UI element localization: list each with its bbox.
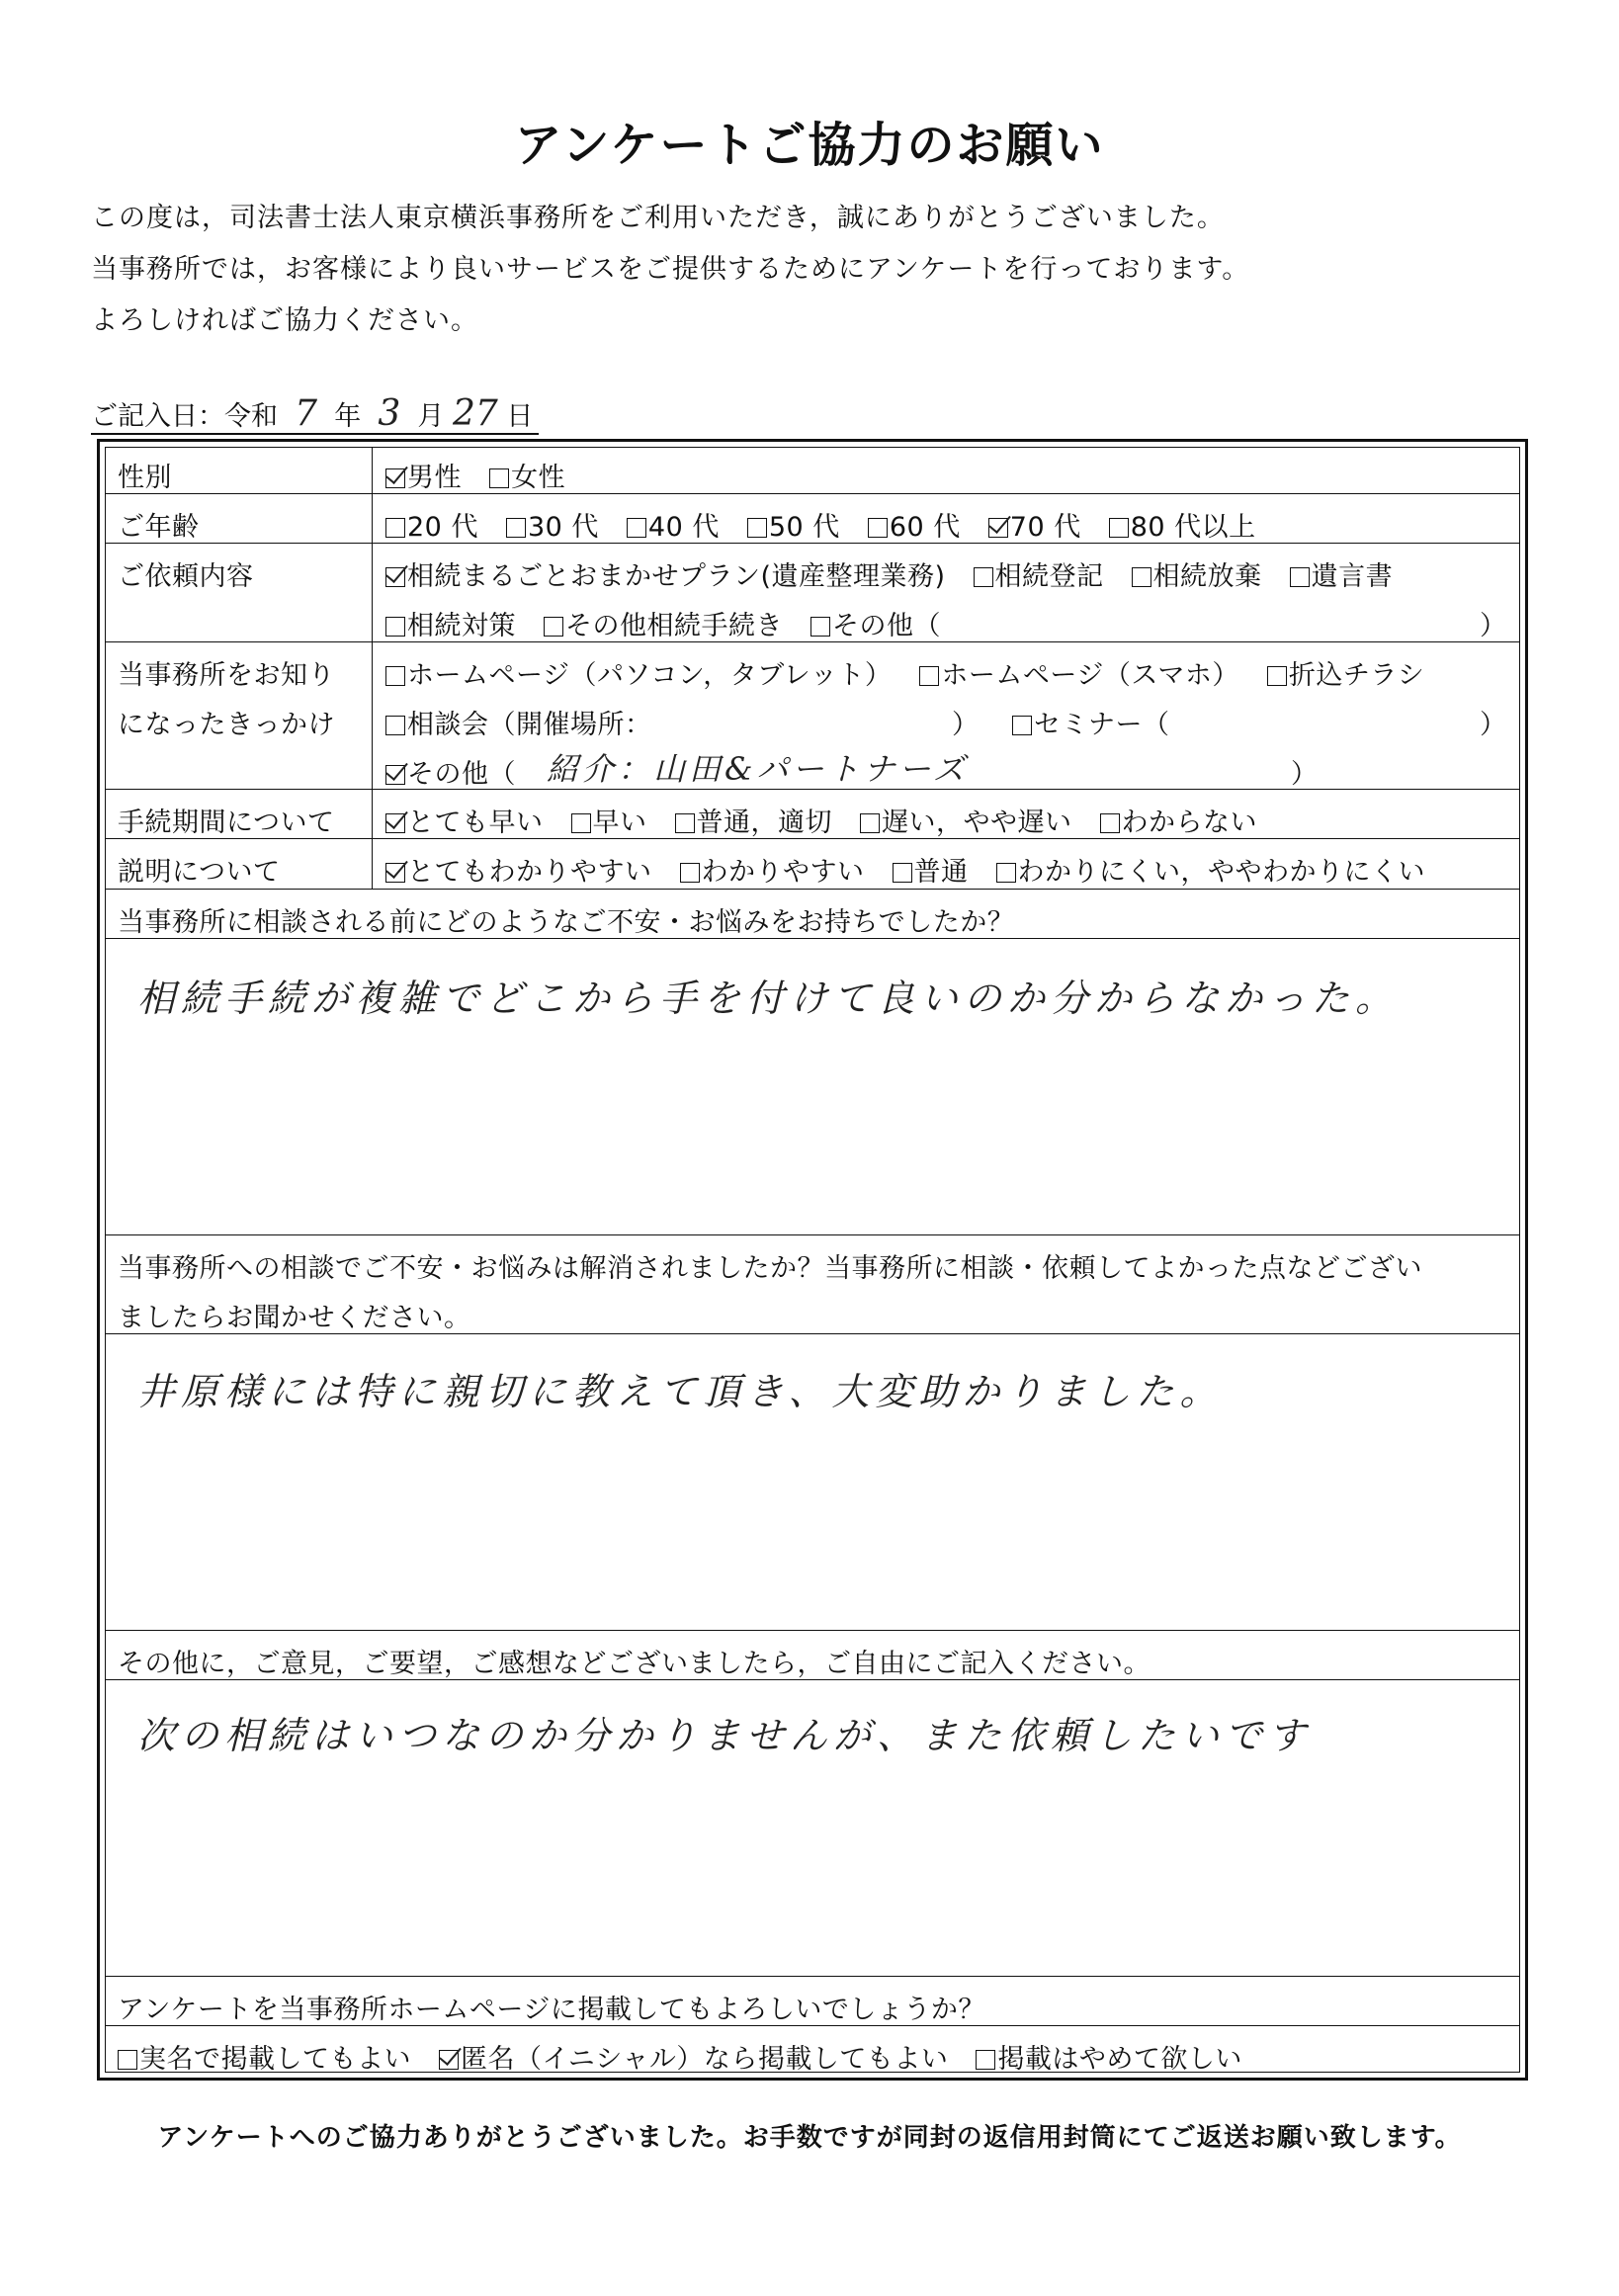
date-month[interactable]: 3 xyxy=(378,393,401,434)
period-options xyxy=(385,801,1285,839)
period-option-slow[interactable]: 遅い，やや遅い xyxy=(860,808,1072,838)
q3-question: その他に，ご意見，ご要望，ご感想などございましたら，ご自由にご記入ください。 xyxy=(118,1649,1150,1679)
checkbox-icon[interactable] xyxy=(675,813,695,833)
source-other-handwritten[interactable]: 紹介：山田&パートナーズ xyxy=(547,750,969,788)
checkbox-checked-icon[interactable] xyxy=(385,567,405,587)
checkbox-icon[interactable] xyxy=(747,518,767,538)
source-option-seminar[interactable]: セミナー（ xyxy=(1012,703,1170,741)
source-option-homepage-mobile[interactable]: ホームページ（スマホ） xyxy=(919,660,1238,691)
checkbox-icon[interactable] xyxy=(1012,716,1032,735)
checkbox-icon[interactable] xyxy=(571,813,591,833)
period-option-very-fast[interactable]: とても早い xyxy=(385,808,544,838)
entry-date xyxy=(91,393,539,435)
q2-question-line-2: ましたらお聞かせください。 xyxy=(118,1303,471,1333)
source-options-row-1 xyxy=(385,653,1452,692)
source-option-flyer[interactable]: 折込チラシ xyxy=(1267,660,1425,691)
checkbox-icon[interactable] xyxy=(385,518,405,538)
request-options-row-2 xyxy=(385,604,969,642)
explanation-label: 説明について xyxy=(118,857,281,888)
checkbox-icon[interactable] xyxy=(680,863,700,883)
q3-answer[interactable]: 次の相続はいつなのか分かりませんが、また依頼したいです xyxy=(137,1714,1313,1757)
publish-option-real-name[interactable]: 実名で掲載してもよい xyxy=(118,2044,411,2075)
age-label: ご年齢 xyxy=(118,512,200,543)
gender-option-male[interactable]: 男性 xyxy=(385,463,462,493)
source-option-other[interactable]: その他（ xyxy=(385,752,516,791)
age-option-40s[interactable]: 40 代 xyxy=(627,512,720,543)
age-option-30s[interactable]: 30 代 xyxy=(506,512,599,543)
source-label-2: になったきっかけ xyxy=(118,710,335,740)
intro-line-3: よろしければご協力ください。 xyxy=(91,305,478,336)
checkbox-icon[interactable] xyxy=(810,617,830,637)
intro-line-2: 当事務所では，お客様により良いサービスをご提供するためにアンケートを行っております。 xyxy=(91,254,1250,285)
row-divider xyxy=(106,493,1519,494)
gender-options xyxy=(385,456,593,494)
checkbox-icon[interactable] xyxy=(489,468,509,488)
q2-question-line-1: 当事務所への相談でご不安・お悩みは解消されましたか？当事務所に相談・依頼してよかった点などござい xyxy=(118,1253,1422,1284)
explanation-option-clear[interactable]: わかりやすい xyxy=(680,857,865,888)
explanation-options xyxy=(385,850,1453,889)
period-option-normal[interactable]: 普通，適切 xyxy=(675,808,833,838)
period-option-fast[interactable]: 早い xyxy=(571,808,647,838)
checkbox-checked-icon[interactable] xyxy=(439,2050,459,2070)
explanation-option-unclear[interactable]: わかりにくい，ややわかりにくい xyxy=(996,857,1426,888)
row-divider xyxy=(106,889,1519,890)
age-options xyxy=(385,505,1284,544)
checkbox-icon[interactable] xyxy=(893,863,912,883)
age-option-80s-plus[interactable]: 80 代以上 xyxy=(1109,512,1256,543)
source-other-close: ） xyxy=(1291,759,1319,790)
request-option-renunciation[interactable]: 相続放棄 xyxy=(1132,561,1262,592)
publish-option-no[interactable]: 掲載はやめて欲しい xyxy=(976,2044,1242,2075)
period-label: 手続期間について xyxy=(118,808,335,838)
age-option-70s[interactable]: 70 代 xyxy=(988,512,1081,543)
page-title: アンケートご協力のお願い xyxy=(514,118,1105,173)
publish-question: アンケートを当事務所ホームページに掲載してもよろしいでしょうか？ xyxy=(118,1995,985,2025)
gender-option-female[interactable]: 女性 xyxy=(489,463,565,493)
survey-form-inner xyxy=(105,447,1520,2073)
checkbox-checked-icon[interactable] xyxy=(385,813,405,833)
date-day[interactable]: 27 xyxy=(452,393,498,434)
footer-message: アンケートへのご協力ありがとうございました。お手数ですが同封の返信用封筒にてご返送お願い致します。 xyxy=(157,2123,1462,2153)
date-year[interactable]: 7 xyxy=(295,393,318,434)
label-column-divider xyxy=(372,448,373,889)
date-day-unit: 日 xyxy=(506,401,534,432)
checkbox-icon[interactable] xyxy=(974,567,993,587)
age-option-20s[interactable]: 20 代 xyxy=(385,512,478,543)
date-month-unit: 月 xyxy=(417,401,445,432)
row-divider xyxy=(106,1976,1519,1977)
intro-line-1: この度は，司法書士法人東京横浜事務所をご利用いただき，誠にありがとうございました。 xyxy=(91,203,1225,233)
checkbox-icon[interactable] xyxy=(385,716,405,735)
row-divider xyxy=(106,1234,1519,1235)
checkbox-checked-icon[interactable] xyxy=(385,765,405,785)
age-option-50s[interactable]: 50 代 xyxy=(747,512,840,543)
checkbox-icon[interactable] xyxy=(118,2050,137,2070)
publish-option-anonymous[interactable]: 匿名（イニシャル）なら掲載してもよい xyxy=(439,2044,948,2075)
request-option-full-plan[interactable]: 相続まるごとおまかせプラン(遺産整理業務) xyxy=(385,561,946,592)
checkbox-icon[interactable] xyxy=(976,2050,995,2070)
checkbox-icon[interactable] xyxy=(544,617,563,637)
checkbox-icon[interactable] xyxy=(385,617,405,637)
checkbox-checked-icon[interactable] xyxy=(385,468,405,488)
source-option-consultation[interactable]: 相談会（開催場所： xyxy=(385,703,652,741)
request-option-will[interactable]: 遺言書 xyxy=(1290,561,1394,592)
checkbox-icon[interactable] xyxy=(1290,567,1310,587)
request-label: ご依頼内容 xyxy=(118,561,254,592)
age-option-60s[interactable]: 60 代 xyxy=(868,512,961,543)
checkbox-icon[interactable] xyxy=(627,518,646,538)
checkbox-icon[interactable] xyxy=(1267,666,1287,686)
date-year-unit: 年 xyxy=(334,401,362,432)
explanation-option-normal[interactable]: 普通 xyxy=(893,857,969,888)
request-option-planning[interactable]: 相続対策 xyxy=(385,611,516,641)
request-options-row-1 xyxy=(385,554,1420,593)
checkbox-checked-icon[interactable] xyxy=(385,863,405,883)
request-option-other-procedures[interactable]: その他相続手続き xyxy=(544,611,783,641)
q1-answer[interactable]: 相続手続が複雑でどこから手を付けて良いのか分からなかった。 xyxy=(137,977,1400,1020)
survey-form xyxy=(97,439,1528,2081)
source-option-homepage-pc[interactable]: ホームページ（パソコン，タブレット） xyxy=(385,660,892,691)
date-prefix: ご記入日：令和 xyxy=(91,401,278,432)
period-option-unknown[interactable]: わからない xyxy=(1100,808,1258,838)
source-label-1: 当事務所をお知り xyxy=(118,660,335,691)
gender-label: 性別 xyxy=(118,463,172,493)
checkbox-icon[interactable] xyxy=(385,666,405,686)
row-divider xyxy=(106,1630,1519,1631)
q1-question: 当事務所に相談される前にどのようなご不安・お悩みをお持ちでしたか？ xyxy=(118,907,1015,938)
checkbox-icon[interactable] xyxy=(996,863,1016,883)
source-consultation-close: ） xyxy=(952,710,980,740)
request-option-other[interactable]: その他（ xyxy=(810,611,941,641)
checkbox-icon[interactable] xyxy=(1100,813,1120,833)
checkbox-icon[interactable] xyxy=(506,518,526,538)
request-other-close: ） xyxy=(1480,611,1507,641)
checkbox-icon[interactable] xyxy=(860,813,880,833)
checkbox-icon[interactable] xyxy=(1109,518,1129,538)
q2-answer[interactable]: 井原様には特に親切に教えて頂き、大変助かりました。 xyxy=(137,1370,1224,1413)
explanation-option-very-clear[interactable]: とてもわかりやすい xyxy=(385,857,652,888)
checkbox-icon[interactable] xyxy=(868,518,888,538)
source-seminar-close: ） xyxy=(1480,710,1507,740)
checkbox-checked-icon[interactable] xyxy=(988,518,1008,538)
request-option-registration[interactable]: 相続登記 xyxy=(974,561,1104,592)
checkbox-icon[interactable] xyxy=(1132,567,1151,587)
publish-options xyxy=(118,2037,1270,2076)
checkbox-icon[interactable] xyxy=(919,666,939,686)
